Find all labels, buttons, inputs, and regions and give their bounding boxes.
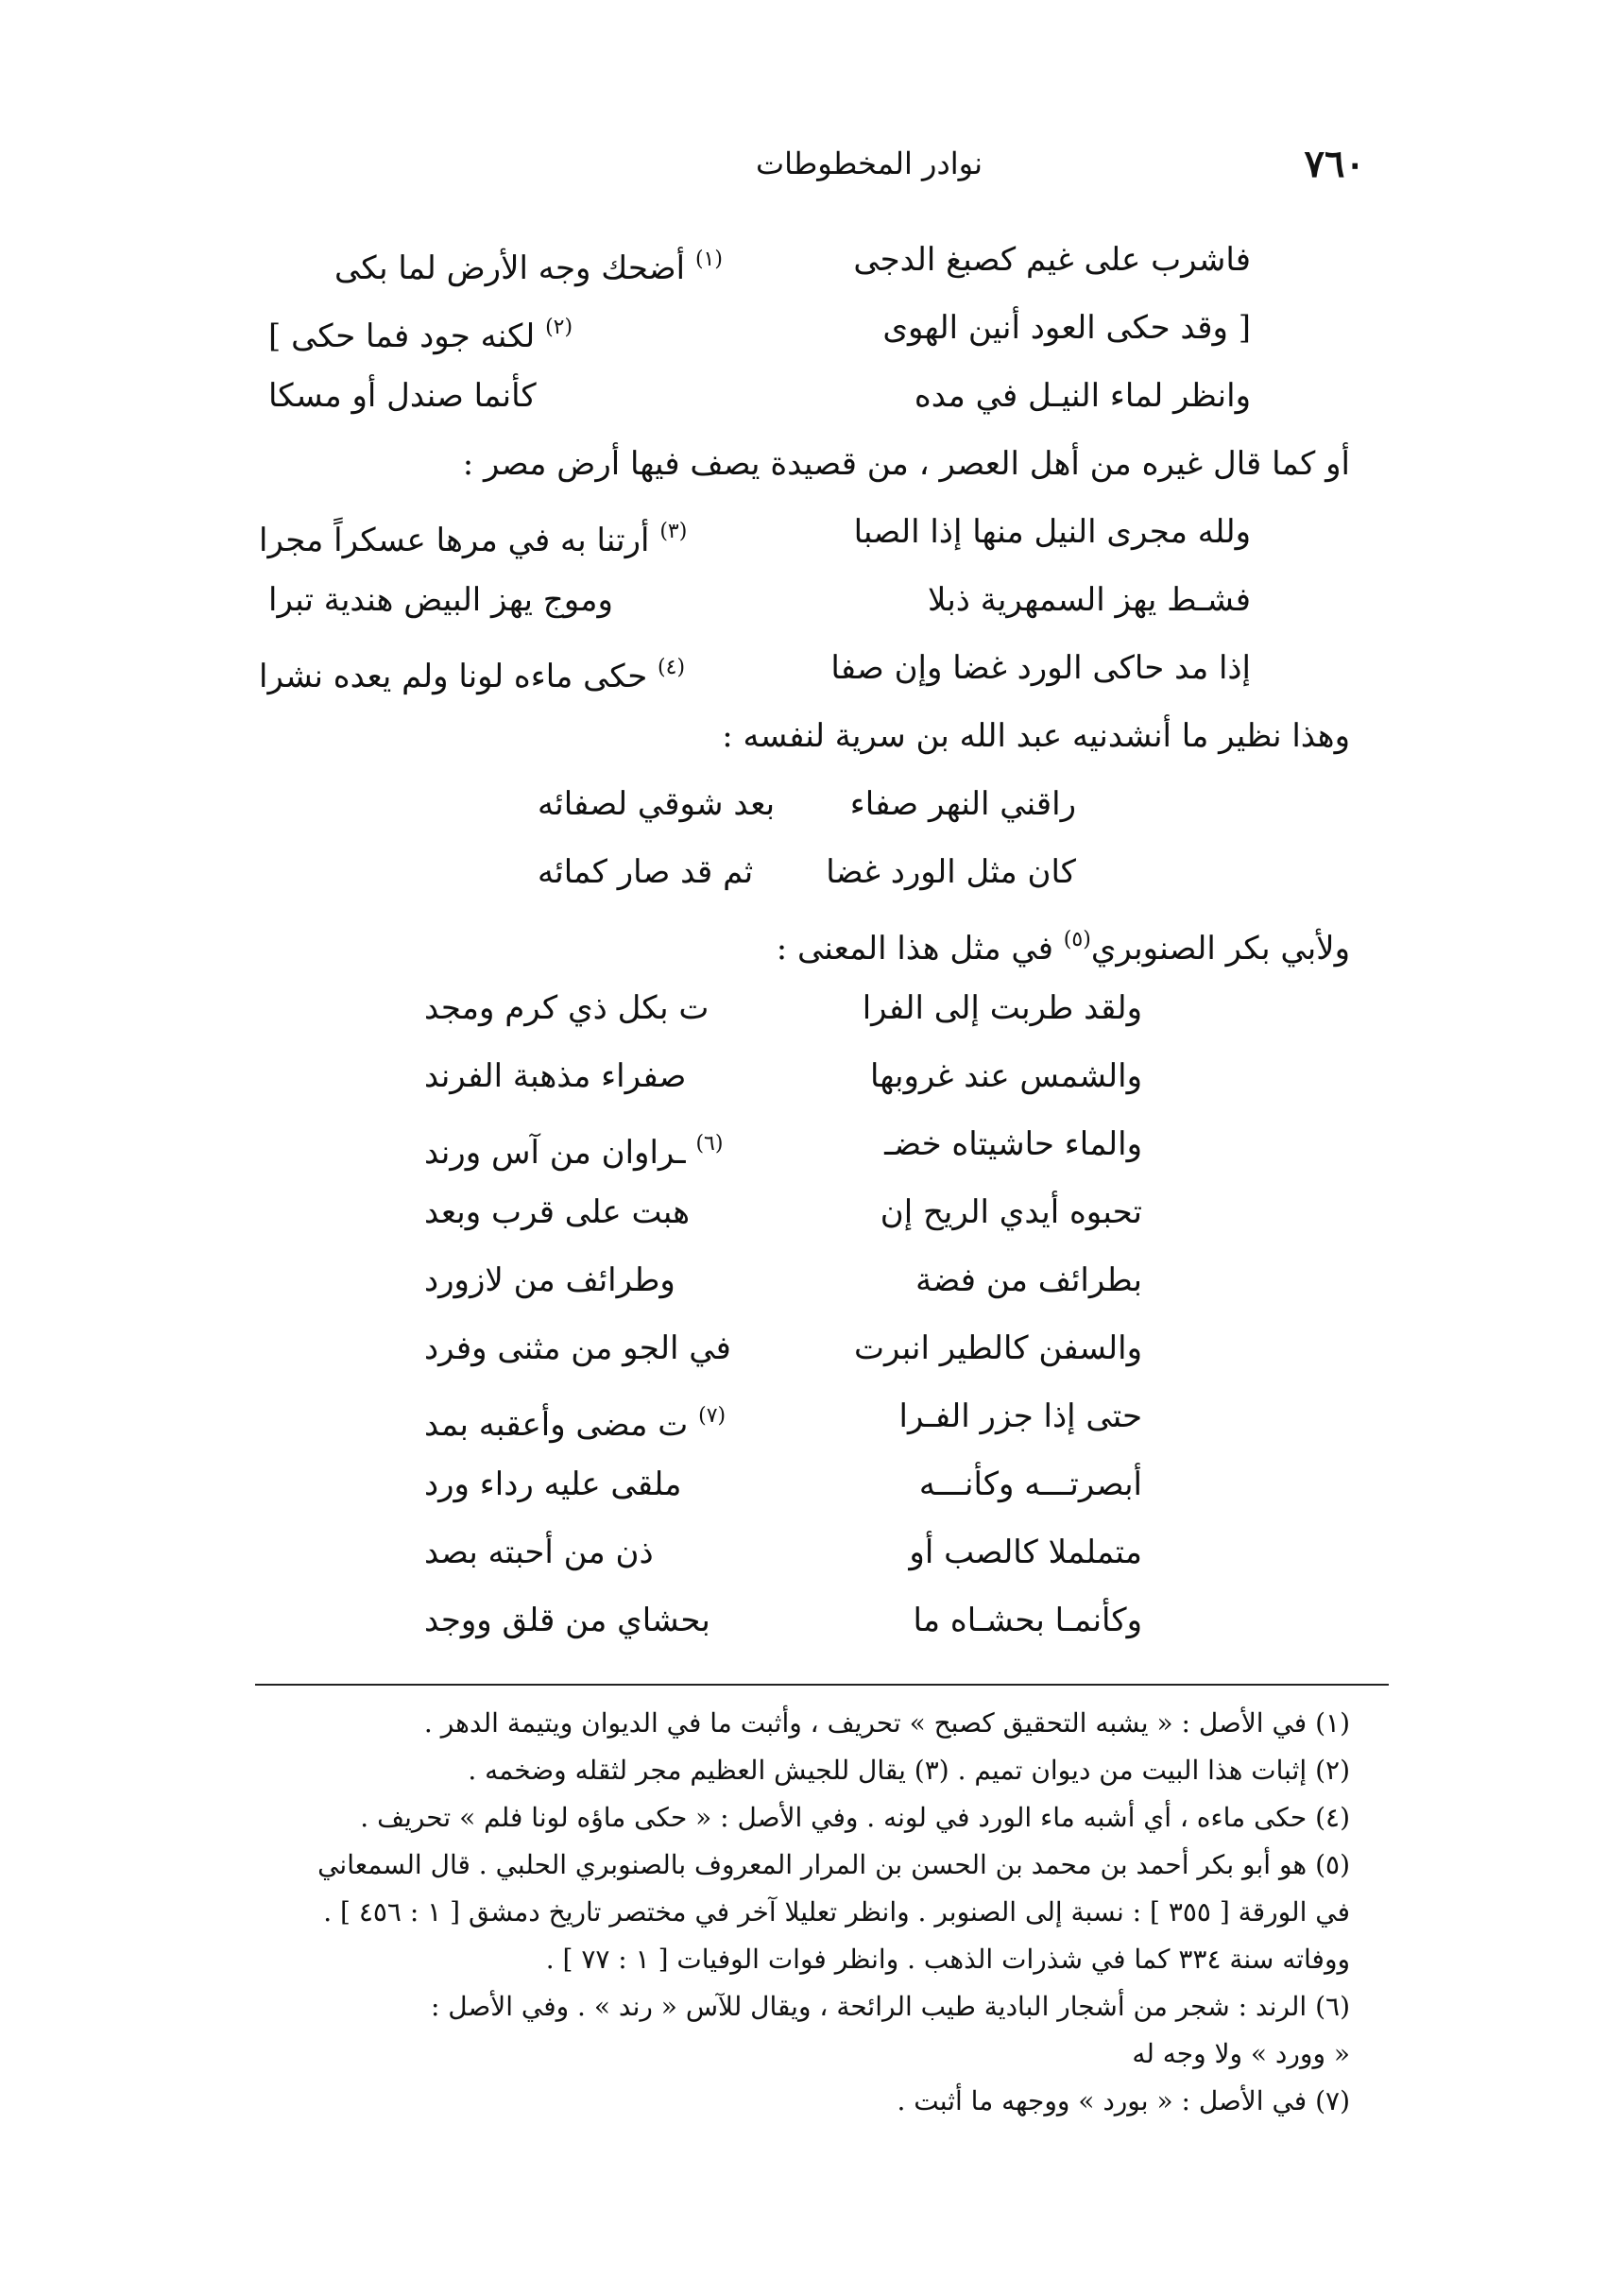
verse-second-hemistich: $^{(٦)}$ ـراوان من آس ورند: [424, 1132, 724, 1172]
verse-second-hemistich: وطرائف من لازورد: [424, 1261, 675, 1299]
footnote-separator: [255, 1684, 1389, 1686]
verse-first-hemistich: كان مثل الورد غضا: [826, 853, 1076, 891]
verse-first-hemistich: راقني النهر صفاء: [849, 785, 1076, 823]
verse-second-hemistich: صفراء مذهبة الفرند: [424, 1057, 687, 1095]
verse-first-hemistich: ولله مجرى النيل منها إذا الصبا: [853, 513, 1251, 551]
verse-line: [424, 1315, 1142, 1381]
verse-first-hemistich: تحبوه أيدي الريح إن: [880, 1193, 1142, 1231]
prose-paragraph: أو كما قال غيره من أهل العصر ، من قصيدة يصف فيها أرض مصر :: [462, 445, 1350, 483]
verse-line: [259, 363, 1251, 429]
verse-first-hemistich: فشـط يهز السمهرية ذبلا: [928, 581, 1251, 619]
verse-second-hemistich: $^{(٤)}$ حكى ماءه لونا ولم يعده نشرا: [259, 656, 686, 695]
footnote: (٦) الرند : شجر من أشجار البادية طيب الرائحة ، ويقال للآس « رند » . وفي الأصل :: [430, 1991, 1350, 2022]
verse-line: [424, 1247, 1142, 1313]
verse-line: [259, 499, 1251, 565]
verse-second-hemistich: ذن من أحبته بصد: [424, 1534, 654, 1571]
verse-second-hemistich: $^{(٣)}$ أرتنا به في مرها عسكراً مجرا: [259, 520, 688, 559]
footnote: في الورقة [ ٣٥٥ ] : نسبة إلى الصنوبر . وانظر تعليلا آخر في مختصر تاريخ دمشق [ ١ : ٤٥٦ ] .: [323, 1896, 1350, 1928]
verse-second-hemistich: $^{(٧)}$ ت مضى وأعقبه بمد: [424, 1404, 727, 1444]
verse-line: [424, 1111, 1142, 1177]
verse-line: [259, 227, 1251, 293]
verse-line: [259, 635, 1251, 701]
footnote-marker: (٢): [545, 316, 573, 339]
verse-first-hemistich: والماء حاشيتاه خضـ: [884, 1125, 1142, 1163]
verse-line: [259, 295, 1251, 361]
footnote: « وورد » ولا وجه له: [1132, 2038, 1350, 2069]
verse-line: [424, 975, 1142, 1041]
verse-line: [259, 567, 1251, 633]
footnote: ووفاته سنة ٣٣٤ كما في شذرات الذهب . وانظر فوات الوفيات [ ١ : ٧٧ ] .: [545, 1944, 1350, 1975]
verse-first-hemistich: إذا مد حاكى الورد غضا وإن صفا: [830, 649, 1251, 687]
footnote: (١) في الأصل : « يشبه التحقيق كصبح » تحريف ، وأثبت ما في الديوان ويتيمة الدهر .: [423, 1707, 1350, 1739]
running-title: نوادر المخطوطات: [755, 146, 983, 181]
footnote: (٢) إثبات هذا البيت من ديوان تميم . (٣) يقال للجيش العظيم مجر لثقله وضخمه .: [468, 1755, 1350, 1786]
verse-line: [424, 1587, 1142, 1653]
verse-line: [509, 839, 1076, 905]
verse-second-hemistich: وموج يهز البيض هندية تبرا: [268, 581, 613, 619]
verse-first-hemistich: بطرائف من فضة: [915, 1261, 1142, 1299]
verse-line: [424, 1383, 1142, 1449]
verse-first-hemistich: وانظر لماء النيـل في مده: [914, 377, 1251, 415]
footnote: (٧) في الأصل : « بورد » ووجهه ما أثبت .: [897, 2085, 1350, 2116]
prose-paragraph: وهذا نظير ما أنشدنيه عبد الله بن سرية لنفسه :: [722, 717, 1350, 755]
verse-first-hemistich: وكأنمـا بحشـاه ما: [913, 1602, 1142, 1639]
footnote-marker: (٥): [1063, 928, 1091, 951]
verse-second-hemistich: ملقى عليه رداء ورد: [424, 1465, 682, 1503]
verse-second-hemistich: $^{(١)}$ أضحك وجه الأرض لما بكى: [334, 248, 723, 287]
verse-first-hemistich: والسفن كالطير انبرت: [853, 1329, 1142, 1367]
verse-second-hemistich: $^{(٢)}$ لكنه جود فما حكى ]: [268, 316, 573, 355]
footnote: (٤) حكى ماءه ، أي أشبه ماء الورد في لونه . وفي الأصل : « حكى ماؤه لونا فلم » تحريف .: [360, 1802, 1350, 1833]
page-header: [373, 142, 1365, 198]
page-number: ٧٦٠: [1304, 142, 1365, 186]
verse-line: [424, 1519, 1142, 1585]
verse-first-hemistich: حتى إذا جزر الفـرا: [898, 1397, 1142, 1435]
verse-line: [424, 1043, 1142, 1109]
verse-first-hemistich: فاشرب على غيم كصبغ الدجى: [853, 241, 1251, 279]
verse-second-hemistich: كأنما صندل أو مسكا: [268, 377, 537, 415]
footnote-marker: (٧): [698, 1404, 727, 1428]
verse-second-hemistich: بعد شوقي لصفائه: [538, 785, 776, 823]
verse-line: [509, 771, 1076, 837]
verse-first-hemistich: أبصرتـــه وكأنـــه: [918, 1465, 1142, 1503]
verse-second-hemistich: بحشاي من قلق ووجد: [424, 1602, 710, 1639]
footnote-marker: (٤): [658, 656, 686, 679]
verse-first-hemistich: [ وقد حكى العود أنين الهوى: [882, 309, 1251, 347]
verse-second-hemistich: هبت على قرب وبعد: [424, 1193, 691, 1231]
footnote-marker: (١): [694, 248, 723, 271]
verse-first-hemistich: والشمس عند غروبها: [869, 1057, 1142, 1095]
verse-first-hemistich: ولقد طربت إلى الفرا: [862, 989, 1142, 1027]
footnote-marker: (٣): [659, 520, 688, 543]
verse-second-hemistich: في الجو من مثنى وفرد: [424, 1329, 731, 1367]
footnote-marker: (٦): [695, 1132, 724, 1156]
verse-first-hemistich: متململا كالصب أو: [909, 1534, 1142, 1571]
verse-line: [424, 1179, 1142, 1245]
verse-line: [424, 1451, 1142, 1517]
verse-second-hemistich: ت بكل ذي كرم ومجد: [424, 989, 709, 1027]
prose-paragraph: ولأبي بكر الصنوبري$^{(٥)}$ في مثل هذا المعنى :: [776, 928, 1350, 968]
verse-second-hemistich: ثم قد صار كمائه: [538, 853, 754, 891]
footnote: (٥) هو أبو بكر أحمد بن محمد بن الحسن بن المرار المعروف بالصنوبري الحلبي . قال السمعاني: [317, 1849, 1350, 1880]
